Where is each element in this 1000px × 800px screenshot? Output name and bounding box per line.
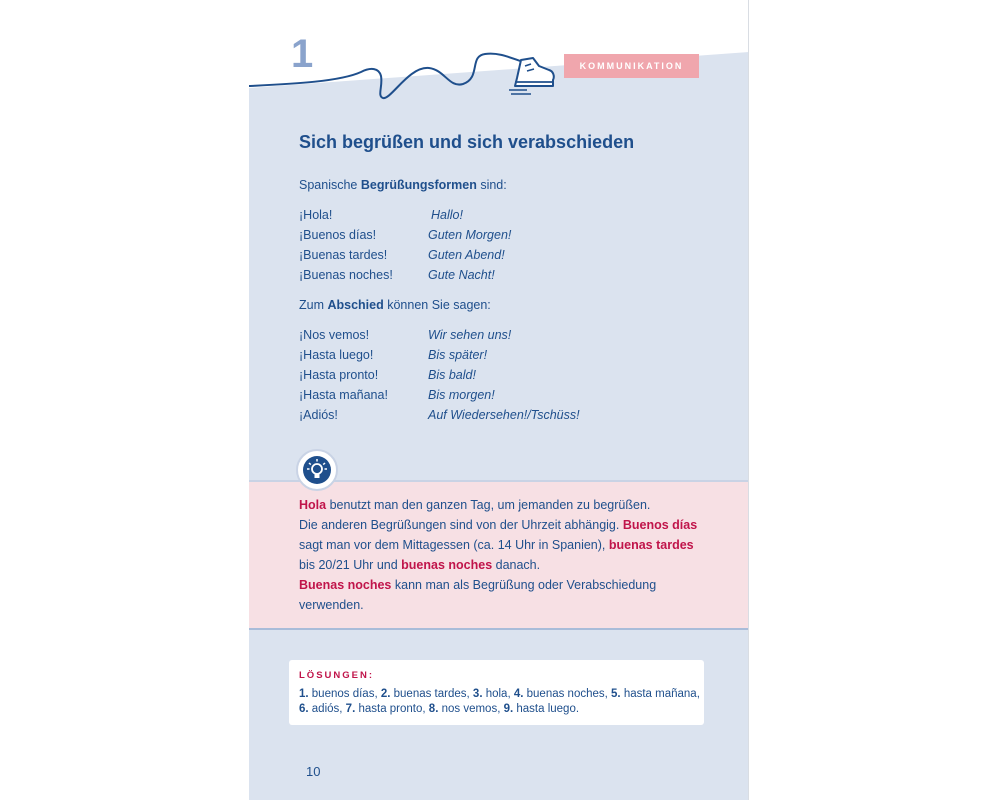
chapter-number: 1: [291, 32, 314, 76]
tip-line: bis 20/21 Uhr und buenas noches danach.: [299, 558, 541, 572]
page-title: Sich begrüßen und sich verabschieden: [299, 132, 635, 152]
spanish-phrase: ¡Buenos días!: [299, 228, 377, 242]
greeting-row: [299, 208, 699, 226]
tip-line: Buenas noches kann man als Begrüßung oder Verabschiedung: [299, 578, 657, 592]
tip-line: sagt man vor dem Mittagessen (ca. 14 Uhr in Spanien), buenas tardes: [299, 538, 694, 552]
page-edge: [748, 0, 749, 800]
page-number: 10: [306, 764, 321, 779]
tip-line: Die anderen Begrüßungen sind von der Uhrzeit abhängig. Buenos días: [299, 518, 698, 532]
spanish-phrase: ¡Hasta pronto!: [299, 368, 379, 382]
lightbulb-icon: [303, 456, 331, 484]
german-translation: Auf Wiedersehen!/Tschüss!: [428, 408, 580, 422]
greeting-row: [299, 228, 699, 246]
german-translation: Guten Abend!: [428, 248, 505, 262]
german-translation: Bis später!: [428, 348, 488, 362]
german-translation: Gute Nacht!: [428, 268, 495, 282]
book-page: [249, 0, 749, 800]
spanish-phrase: ¡Buenas noches!: [299, 268, 393, 282]
farewell-row: [299, 328, 699, 346]
german-translation: Bis morgen!: [428, 388, 495, 402]
tip-line: Hola benutzt man den ganzen Tag, um jemanden zu begrüßen.: [299, 498, 651, 512]
spanish-phrase: ¡Hola!: [299, 208, 333, 222]
solutions-line: 1. buenos días, 2. buenas tardes, 3. hola, 4. buenas noches, 5. hasta mañana,: [299, 688, 700, 700]
spanish-phrase: ¡Adiós!: [299, 408, 338, 422]
farewell-row: [299, 388, 699, 406]
spanish-phrase: ¡Hasta mañana!: [299, 388, 388, 402]
solutions-label: LÖSUNGEN:: [299, 670, 374, 681]
greetings-intro: Spanische Begrüßungsformen sind:: [299, 178, 507, 192]
farewell-row: [299, 368, 699, 386]
german-translation: Wir sehen uns!: [428, 328, 512, 342]
tip-line: verwenden.: [299, 598, 364, 612]
farewell-intro: Zum Abschied können Sie sagen:: [299, 298, 491, 312]
german-translation: Guten Morgen!: [428, 228, 512, 242]
farewell-row: [299, 348, 699, 366]
greeting-row: [299, 248, 699, 266]
german-translation: Hallo!: [431, 208, 463, 222]
greeting-row: [299, 268, 699, 286]
solutions-box: [289, 660, 704, 725]
spanish-phrase: ¡Nos vemos!: [299, 328, 370, 342]
category-tag: KOMMUNIKATION: [564, 54, 699, 78]
farewell-row: [299, 408, 699, 426]
tip-badge: [296, 449, 338, 491]
tip-divider-bottom: [249, 628, 749, 630]
solutions-line: 6. adiós, 7. hasta pronto, 8. nos vemos, 9. hasta luego.: [299, 703, 580, 715]
spanish-phrase: ¡Buenas tardes!: [299, 248, 388, 262]
german-translation: Bis bald!: [428, 368, 476, 382]
spanish-phrase: ¡Hasta luego!: [299, 348, 374, 362]
